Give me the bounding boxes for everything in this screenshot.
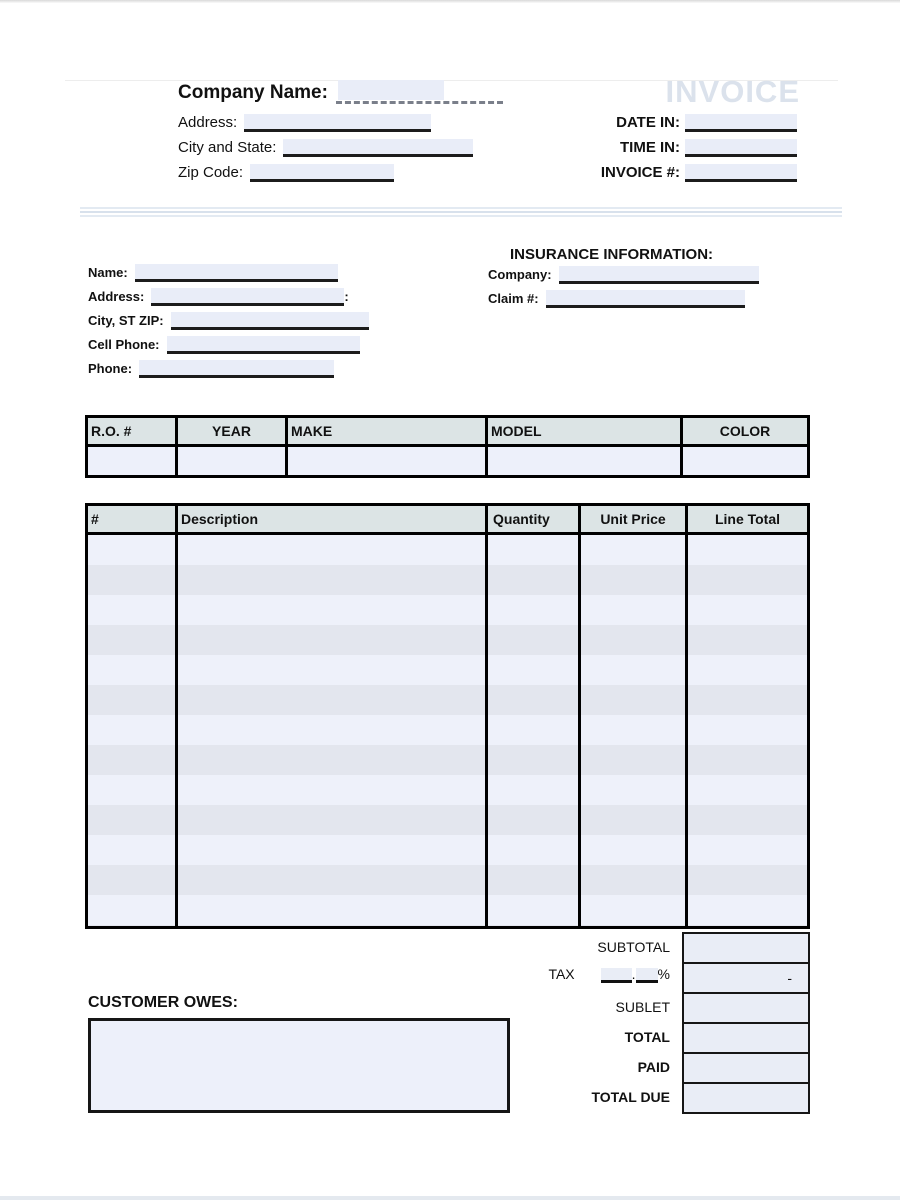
company-zip-label: Zip Code: [178, 164, 244, 181]
customer-city-row [88, 312, 369, 330]
company-name-row [178, 82, 503, 104]
items-quantity-column[interactable] [488, 535, 581, 926]
sublet-label: SUBLET [615, 999, 670, 1015]
insurance-company-field[interactable] [559, 266, 759, 284]
insurance-heading: INSURANCE INFORMATION: [510, 246, 714, 263]
vehicle-table-entry-row [88, 447, 807, 475]
time-in-field[interactable] [685, 139, 797, 157]
time-in-field-wrap [685, 139, 797, 157]
customer-address-field[interactable] [151, 288, 344, 306]
customer-name-row [88, 264, 338, 282]
divider-line [80, 207, 842, 209]
vehicle-table-header-row [88, 418, 807, 447]
items-header-number: # [88, 506, 178, 532]
vehicle-header-year: YEAR [178, 418, 288, 444]
line-items-body [88, 535, 807, 926]
tax-percent-fraction-field[interactable] [636, 968, 658, 983]
company-address-label: Address: [178, 114, 238, 131]
subtotal-value-box[interactable] [682, 932, 810, 964]
customer-address-suffix-colon: : [344, 289, 349, 304]
insurance-claim-field[interactable] [546, 290, 745, 308]
customer-address-label: Address: [88, 289, 145, 304]
date-in-field-wrap [685, 114, 797, 132]
customer-name-label: Name: [88, 265, 128, 280]
company-address-field[interactable] [244, 114, 431, 132]
customer-owes-box[interactable] [88, 1018, 510, 1113]
tax-label: TAX [548, 966, 575, 982]
total-label: TOTAL [624, 1029, 670, 1045]
line-items-header-row [88, 506, 807, 535]
company-name-field-fill [338, 80, 444, 100]
customer-phone-label: Phone: [88, 361, 133, 376]
customer-address-row [88, 288, 349, 306]
company-city-state-label: City and State: [178, 139, 277, 156]
invoice-number-label: INVOICE #: [600, 164, 680, 181]
invoice-number-field[interactable] [685, 164, 797, 182]
tax-percent-whole-field[interactable] [601, 968, 632, 983]
items-description-column[interactable] [178, 535, 488, 926]
customer-phone-row [88, 360, 334, 378]
customer-owes-label: CUSTOMER OWES: [88, 994, 238, 1011]
items-unit-price-column[interactable] [581, 535, 688, 926]
tax-rate-row [410, 966, 670, 983]
customer-phone-field[interactable] [139, 360, 334, 378]
date-in-field[interactable] [685, 114, 797, 132]
company-address-row [178, 114, 431, 132]
items-header-unit-price: Unit Price [581, 506, 688, 532]
customer-city-field[interactable] [171, 312, 369, 330]
page-top-edge [0, 0, 900, 3]
insurance-company-label: Company: [488, 267, 552, 282]
customer-city-label: City, ST ZIP: [88, 313, 164, 328]
total-due-value-box[interactable] [682, 1082, 810, 1114]
customer-cell-phone-label: Cell Phone: [88, 337, 160, 352]
tax-value-box[interactable]: - [682, 962, 810, 994]
items-header-line-total: Line Total [714, 511, 781, 527]
vehicle-header-model: MODEL [488, 418, 683, 444]
customer-cell-phone-field[interactable] [167, 336, 360, 354]
items-header-quantity: Quantity [488, 506, 581, 532]
total-due-label: TOTAL DUE [591, 1089, 670, 1105]
vehicle-header-ro-number: R.O. # [88, 418, 178, 444]
insurance-claim-label: Claim #: [488, 291, 539, 306]
vehicle-header-make: MAKE [288, 418, 488, 444]
company-name-label: Company Name: [178, 82, 328, 103]
company-zip-row [178, 164, 394, 182]
line-items-table [85, 503, 810, 929]
vehicle-ro-number-cell[interactable] [88, 447, 178, 475]
insurance-claim-row [488, 290, 745, 308]
company-name-field[interactable] [336, 83, 503, 104]
time-in-label: TIME IN: [620, 139, 680, 156]
vehicle-table [85, 415, 810, 478]
total-value-box[interactable] [682, 1022, 810, 1054]
paid-value-box[interactable] [682, 1052, 810, 1084]
invoice-number-field-wrap [685, 164, 797, 182]
vehicle-color-cell[interactable] [683, 447, 807, 475]
company-zip-field[interactable] [250, 164, 394, 182]
insurance-company-row [488, 266, 759, 284]
vehicle-make-cell[interactable] [288, 447, 488, 475]
tax-decimal-separator: . [631, 966, 636, 982]
page-bottom-edge [0, 1196, 900, 1200]
divider-line [80, 215, 842, 217]
vehicle-header-color: COLOR [719, 423, 771, 439]
items-header-description: Description [178, 506, 488, 532]
items-line-total-column[interactable] [688, 535, 807, 926]
subtotal-label: SUBTOTAL [597, 939, 670, 955]
invoice-watermark-title: INVOICE [665, 74, 800, 109]
vehicle-year-cell[interactable] [178, 447, 288, 475]
divider-line [80, 211, 842, 213]
vehicle-model-cell[interactable] [488, 447, 683, 475]
items-number-column[interactable] [88, 535, 178, 926]
section-divider [80, 207, 842, 217]
tax-percent-sign: % [657, 966, 670, 982]
customer-cell-phone-row [88, 336, 360, 354]
sublet-value-box[interactable] [682, 992, 810, 1024]
customer-name-field[interactable] [135, 264, 338, 282]
date-in-label: DATE IN: [616, 114, 680, 131]
paid-label: PAID [637, 1059, 670, 1075]
